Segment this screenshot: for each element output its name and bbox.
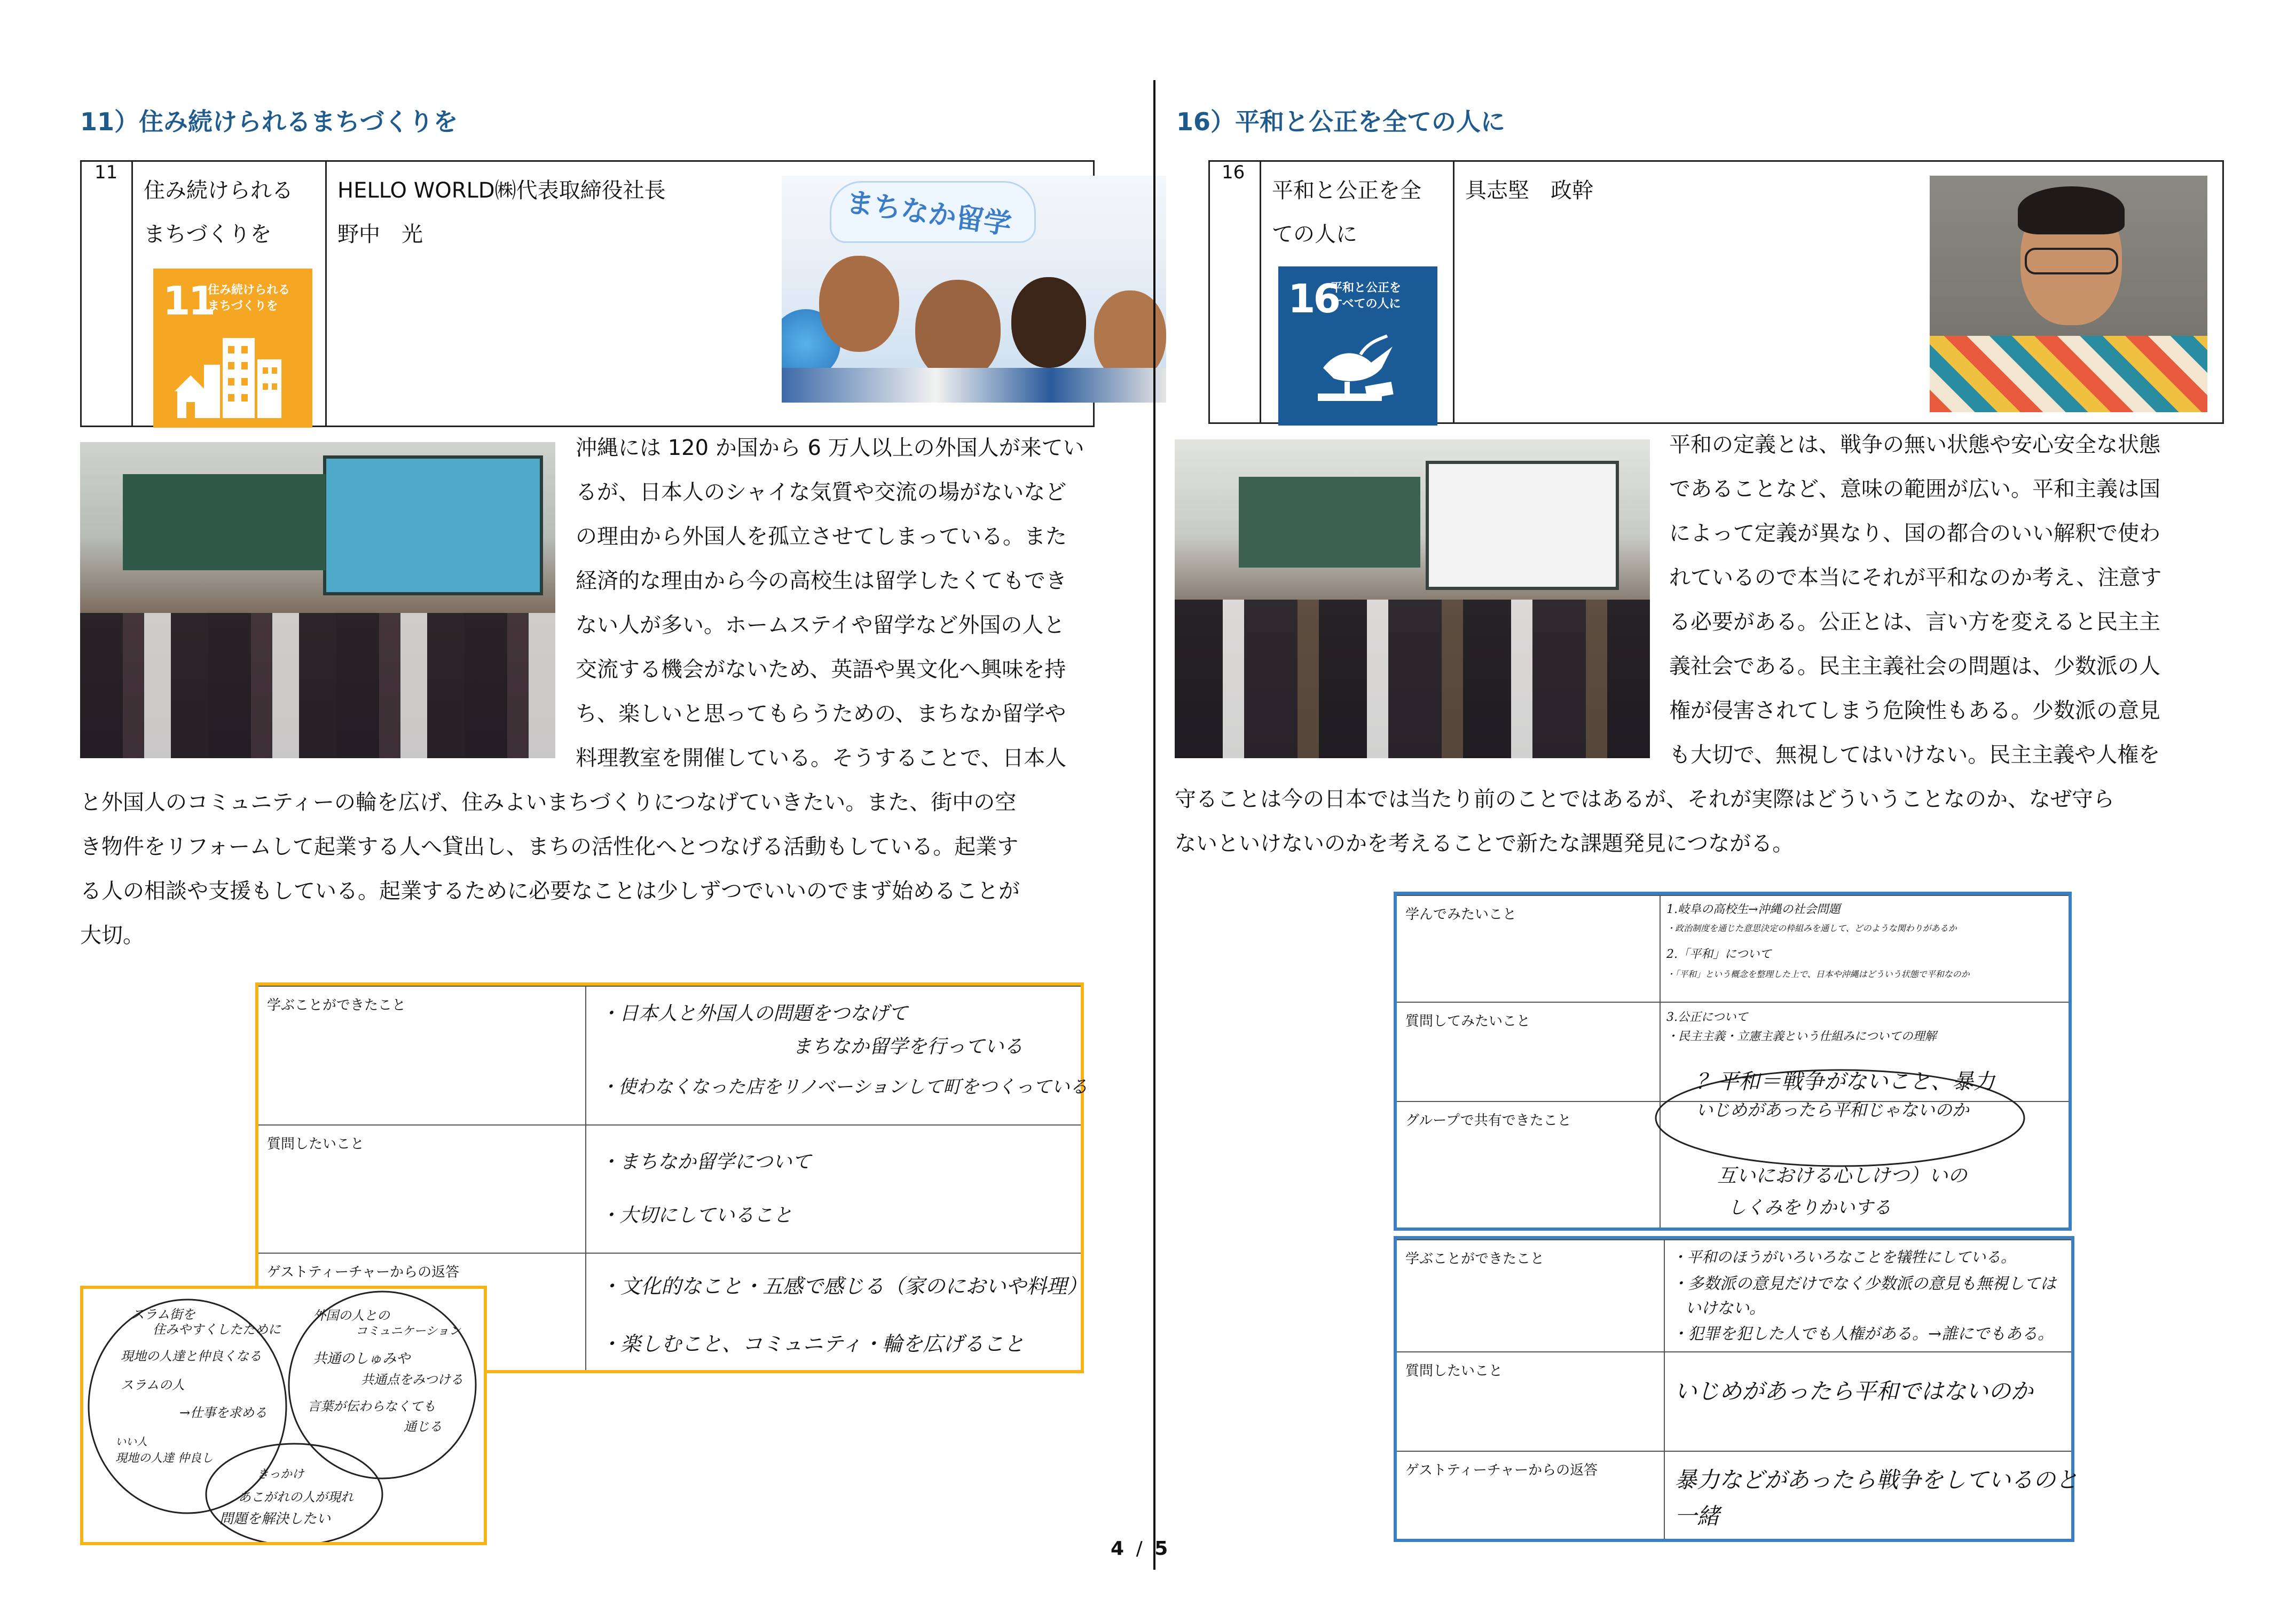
right-body-line: も大切で、無視してはいけない。民主主義や人権を [1669,743,2160,767]
sdg-16-number: 16 [1288,276,1339,322]
worksheet-row-question [1397,1351,2071,1451]
portrait-hair [2018,186,2125,234]
left-info-table [80,160,1095,427]
right-theme-line1: 平和と公正を全 [1272,178,1421,203]
left-number: 11 [95,162,118,183]
left-body-full [80,781,1121,958]
handwritten-note: 1.岐阜の高校生→沖縄の社会問題 [1666,903,1841,916]
classroom-students [1175,600,1650,758]
handwritten-note: ・文化的なこと・五感で感じる（家のにおいや料理） [600,1274,1088,1298]
worksheet-row-answer [1397,1451,2078,1539]
right-body-line: 権が侵害されてしまう危険性もある。少数派の意見 [1669,698,2160,723]
right-number: 16 [1222,162,1245,183]
mindmap-note: 共通点をみつける [361,1372,463,1387]
speaker-portrait-photo [1930,176,2207,412]
classroom-blackboard [123,474,326,570]
handwritten-note: 一緒 [1674,1503,1720,1529]
left-body-wrapped [576,426,1120,781]
page-current: 4 [1111,1538,1125,1560]
right-speaker-cell [1454,162,2222,422]
worksheet-label: ゲストティーチャーからの返答 [1405,1462,1598,1478]
left-body-line: ち、楽しいと思ってもらうための、まちなか留学や [576,702,1066,726]
photo-person-3 [1011,277,1086,368]
left-body-full-line: 大切。 [80,923,144,948]
right-classroom-photo [1175,439,1650,758]
right-info-table [1208,160,2224,424]
left-body-line: の理由から外国人を孤立させてしまっている。また [576,524,1067,549]
photo-sign-text: まちなか留学 [844,186,1013,241]
right-body-full-line: 守ることは今の日本では当たり前のことではあるが、それが実際はどういうことなのか、なぜ守ら [1175,787,2114,812]
worksheet-label: 質問してみたいこと [1405,1013,1531,1029]
sdg-16-icon [1278,266,1437,426]
left-speaker-name: 野中 光 [337,222,423,247]
sdg-11-icon [153,269,312,428]
right-body-full [1175,777,2216,866]
handwritten-note: 互いにおける心しけつ）いの [1717,1165,1968,1187]
worksheet-label: 学ぶことができたこと [267,997,406,1013]
handwritten-note: 3.公正について [1666,1011,1748,1024]
portrait-glasses [2025,248,2118,274]
city-buildings-icon [175,327,292,423]
column-divider [1153,80,1155,1570]
right-theme-cell [1261,162,1454,422]
mindmap-note: 言葉が伝わらなくても [308,1399,436,1414]
mindmap-note: 住みやすくしたために [153,1322,281,1337]
handwritten-note: ・平和のほうがいろいろなことを犠牲にしている。 [1672,1248,2016,1266]
mindmap-note: 共通のしゅみや [313,1351,411,1367]
mindmap-note: 通じる [404,1419,442,1434]
worksheet-row-learned [258,986,1088,1124]
left-body-full-line: と外国人のコミュニティーの輪を広げ、住みよいまちづくりにつなげていきたい。また、街中の空 [80,790,1017,815]
right-body-line: 義社会である。民主主義社会の問題は、少数派の人 [1669,654,2160,679]
classroom-blackboard [1239,477,1420,568]
worksheet-label: ゲストティーチャーからの返答 [267,1264,460,1280]
handwritten-note: まちなか留学を行っている [792,1036,1024,1058]
worksheet-row-learned [1397,1239,2071,1351]
left-speaker-title: HELLO WORLD㈱代表取締役社長 [337,178,666,203]
right-heading: 16）平和と公正を全ての人に [1176,107,1506,136]
left-theme-line2: まちづくりを [144,222,272,247]
worksheet-label: 質問したいこと [1405,1363,1503,1379]
handwritten-note: ・大切にしていること [600,1205,793,1226]
right-body-wrapped [1669,423,2214,777]
page-number [1111,1538,1168,1560]
left-speaker-cell [327,162,1093,426]
classroom-screen [323,455,543,595]
sdg-11-label: 住み続けられる まちづくりを [208,284,290,313]
left-theme-line1: 住み続けられる [144,178,293,203]
left-theme-cell [133,162,327,426]
mindmap-note: きっかけ [257,1468,304,1481]
worksheet-label: グループで共有できたこと [1405,1113,1571,1129]
handwritten-note: ・使わなくなった店をリノベーションして町をつくっている [600,1076,1088,1098]
handwritten-note: しくみをりかいする [1728,1197,1891,1218]
portrait-shirt [1930,336,2207,412]
right-theme-line2: ての人に [1272,222,1357,247]
handwritten-note: ・民主主義・立憲主義という仕組みについての理解 [1666,1030,1937,1043]
handwritten-note: いけない。 [1685,1299,1765,1318]
classroom-students [80,613,555,758]
right-worksheet-2 [1394,1236,2078,1542]
right-body-line: る必要がある。公正とは、言い方を変えると民主主 [1669,610,2160,634]
left-body-line: るが、日本人のシャイな気質や交流の場がないなど [576,480,1067,505]
photo-person-2 [915,280,1001,381]
left-heading: 11）住み続けられるまちづくりを [80,107,458,136]
left-classroom-photo [80,442,555,758]
worksheet-label: 学ぶことができたこと [1405,1251,1545,1267]
right-worksheet-1 [1394,892,2072,1231]
mindmap-note: コミュニケーション [356,1325,461,1338]
mindmap-note: 現地の人達 仲良し [115,1452,213,1465]
handwritten-note: ・政治制度を通じた意思決定の枠組みを通して、どのような関わりがあるか [1666,923,1957,933]
left-body-full-line: る人の相談や支援もしている。起業するために必要なことは少しずつでいいのでまず始めることが [80,879,1020,903]
handwritten-note: 暴力などがあったら戦争をしているのと [1674,1467,2078,1493]
photo-person-1 [819,256,899,352]
handwritten-note: ・楽しむこと、コミュニティ・輪を広げること [600,1332,1025,1356]
mindmap-note: あこがれの人が現れ [238,1490,353,1505]
worksheet-label: 質問したいこと [267,1136,365,1152]
handwritten-note: ・「平和」という概念を整理した上で、日本や沖縄はどういう状態で平和なのか [1666,969,1970,979]
right-body-full-line: ないといけないのかを考えることで新たな課題発見につながる。 [1175,831,1794,856]
mindmap-note: スラム街を [131,1307,195,1322]
left-body-line: 経済的な理由から今の高校生は留学したくてもでき [576,569,1067,593]
left-number-cell [82,162,133,426]
right-speaker-name: 具志堅 政幹 [1465,178,1593,203]
team-group-photo [782,176,1166,403]
left-body-full-line: き物件をリフォームして起業する人へ貸出し、まちの活性化へとつなげる活動もしている。起業す [80,835,1019,859]
handwritten-note: いじめがあったら平和じゃないのか [1696,1100,1969,1120]
handwritten-note: 2.「平和」について [1666,948,1772,961]
handwritten-note: ・日本人と外国人の問題をつなげて [600,1003,908,1025]
mindmap-note: 外国の人との [313,1308,390,1323]
page-total: 5 [1154,1538,1168,1560]
left-body-line: 料理教室を開催している。そうすることで、日本人 [576,746,1067,770]
sdg-16-label: 平和と公正を すべての人に [1331,281,1402,311]
handwritten-note: ・多数派の意見だけでなく少数派の意見も無視しては [1672,1274,2056,1293]
right-body-line: であることなど、意味の範囲が広い。平和主義は国 [1669,477,2160,501]
worksheet-row-want-to-learn [1397,895,2069,1002]
dove-gavel-icon [1307,331,1409,416]
handwritten-note: ？平和＝戦争がないこと、暴力 [1696,1069,1995,1094]
left-body-line: 交流する機会がないため、英語や異文化へ興味を持 [576,657,1066,682]
left-body-line: ない人が多い。ホームステイや留学など外国の人と [576,613,1065,638]
right-body-line: によって定義が異なり、国の都合のいい解釈で使わ [1669,521,2160,546]
left-mindmap [80,1286,487,1545]
mindmap-note: 問題を解決したい [219,1511,331,1527]
page-separator: / [1136,1538,1143,1560]
worksheet-row-shared [1397,1069,2069,1227]
right-body-line: 平和の定義とは、戦争の無い状態や安心安全な状態 [1669,432,2160,457]
worksheet-label: 学んでみたいこと [1405,907,1517,923]
sdg-11-number: 11 [163,278,214,324]
left-body-line: 沖縄には 120 か国から 6 万人以上の外国人が来てい [576,436,1084,460]
classroom-screen [1426,461,1619,590]
handwritten-note: いじめがあったら平和ではないのか [1674,1378,2033,1404]
mindmap-note: 現地の人達と仲良くなる [121,1349,262,1364]
right-number-cell [1210,162,1261,422]
photo-shirts [782,368,1166,403]
mindmap-note: →仕事を求める [179,1405,268,1420]
handwritten-note: ・まちなか留学について [600,1151,812,1173]
mindmap-note: いい人 [115,1435,147,1448]
right-body-line: れているので本当にそれが平和なのか考え、注意す [1669,565,2162,590]
worksheet-row-question [258,1124,1081,1253]
mindmap-note: スラムの人 [121,1378,185,1392]
handwritten-note: ・犯罪を犯した人でも人権がある。→誰にでもある。 [1672,1325,2054,1343]
